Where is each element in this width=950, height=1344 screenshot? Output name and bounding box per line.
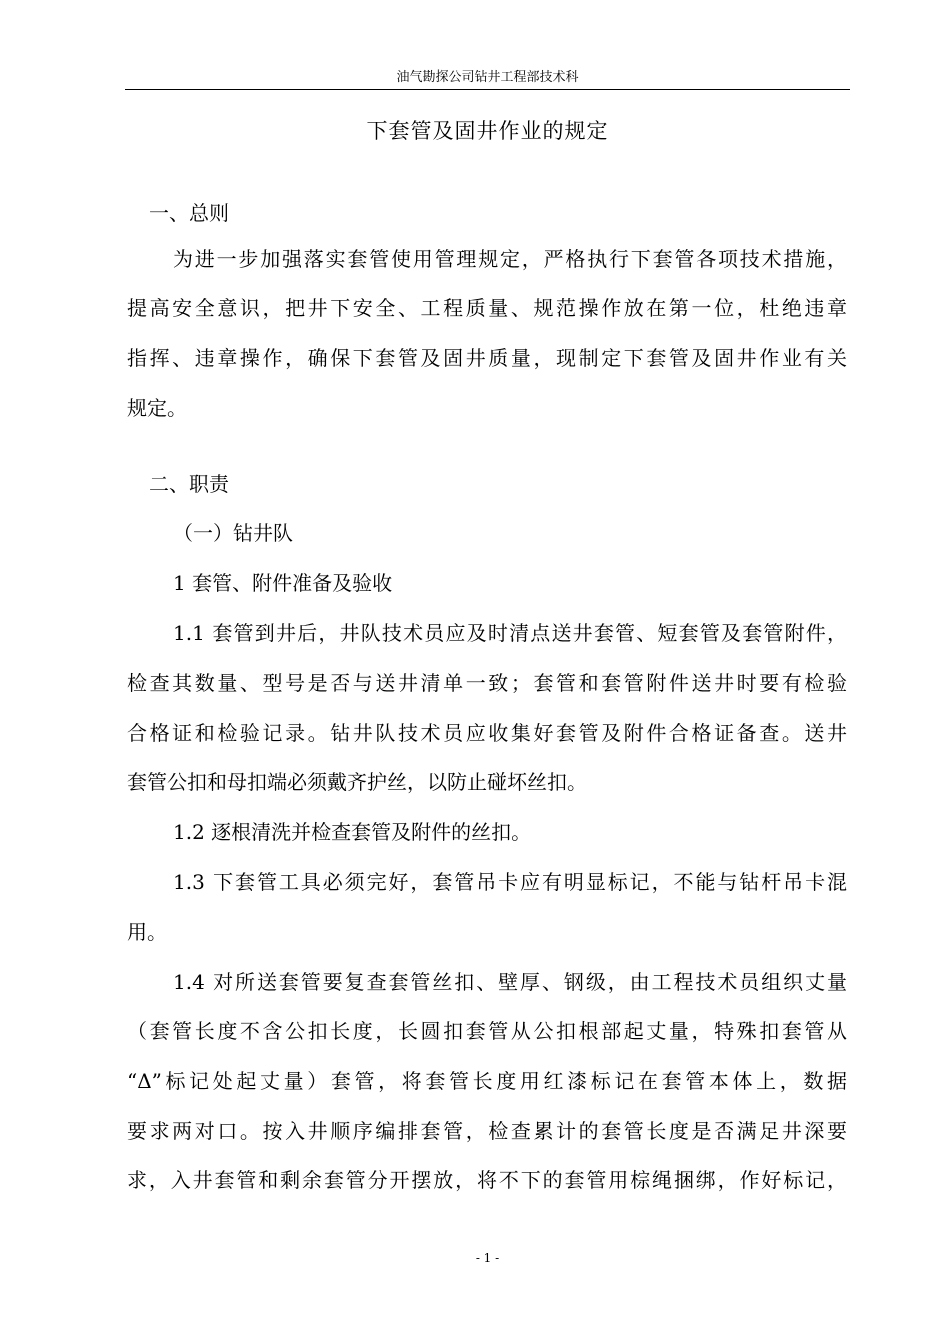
document-title: 下套管及固井作业的规定: [366, 119, 609, 143]
paragraph-line: 要求两对口。按入井顺序编排套管，检查累计的套管长度是否满足井深要: [127, 1119, 847, 1143]
section-heading-duties: 二、职责: [149, 472, 229, 496]
subsection-heading-drilling-team: （一）钻井队: [173, 521, 293, 545]
paragraph-line: 1.1 套管到井后，井队技术员应及时清点送井套管、短套管及套管附件，: [173, 621, 847, 645]
section-heading-general: 一、总则: [149, 201, 229, 225]
paragraph-line: （套管长度不含公扣长度，长圆扣套管从公扣根部起丈量，特殊扣套管从: [127, 1019, 847, 1043]
page-number: - 1 -: [475, 1251, 500, 1265]
running-header: 油气勘探公司钻井工程部技术科: [396, 70, 579, 85]
paragraph-line: 合格证和检验记录。钻井队技术员应收集好套管及附件合格证备查。送井: [127, 721, 847, 745]
paragraph-line: 提高安全意识，把井下安全、工程质量、规范操作放在第一位，杜绝违章: [127, 296, 847, 320]
paragraph-line: 1.2 逐根清洗并检查套管及附件的丝扣。: [173, 820, 532, 844]
paragraph-line: 指挥、违章操作，确保下套管及固井质量，现制定下套管及固井作业有关: [127, 346, 847, 370]
paragraph-line: 1.4 对所送套管要复查套管丝扣、壁厚、钢级，由工程技术员组织丈量: [173, 970, 847, 994]
paragraph-line: 为进一步加强落实套管使用管理规定，严格执行下套管各项技术措施，: [173, 247, 847, 271]
paragraph-line: 规定。: [127, 396, 187, 420]
paragraph-line: 用。: [127, 920, 167, 944]
paragraph-line: “Δ”标记处起丈量）套管，将套管长度用红漆标记在套管本体上，数据: [127, 1069, 847, 1093]
paragraph-line: 套管公扣和母扣端必须戴齐护丝，以防止碰坏丝扣。: [127, 770, 587, 794]
paragraph-line: 检查其数量、型号是否与送井清单一致；套管和套管附件送井时要有检验: [127, 671, 847, 695]
header-rule: [125, 89, 850, 90]
item-heading: 1 套管、附件准备及验收: [173, 571, 393, 595]
paragraph-line: 1.3 下套管工具必须完好，套管吊卡应有明显标记，不能与钻杆吊卡混: [173, 870, 847, 894]
paragraph-line: 求，入井套管和剩余套管分开摆放，将不下的套管用棕绳捆绑，作好标记，: [127, 1168, 847, 1192]
